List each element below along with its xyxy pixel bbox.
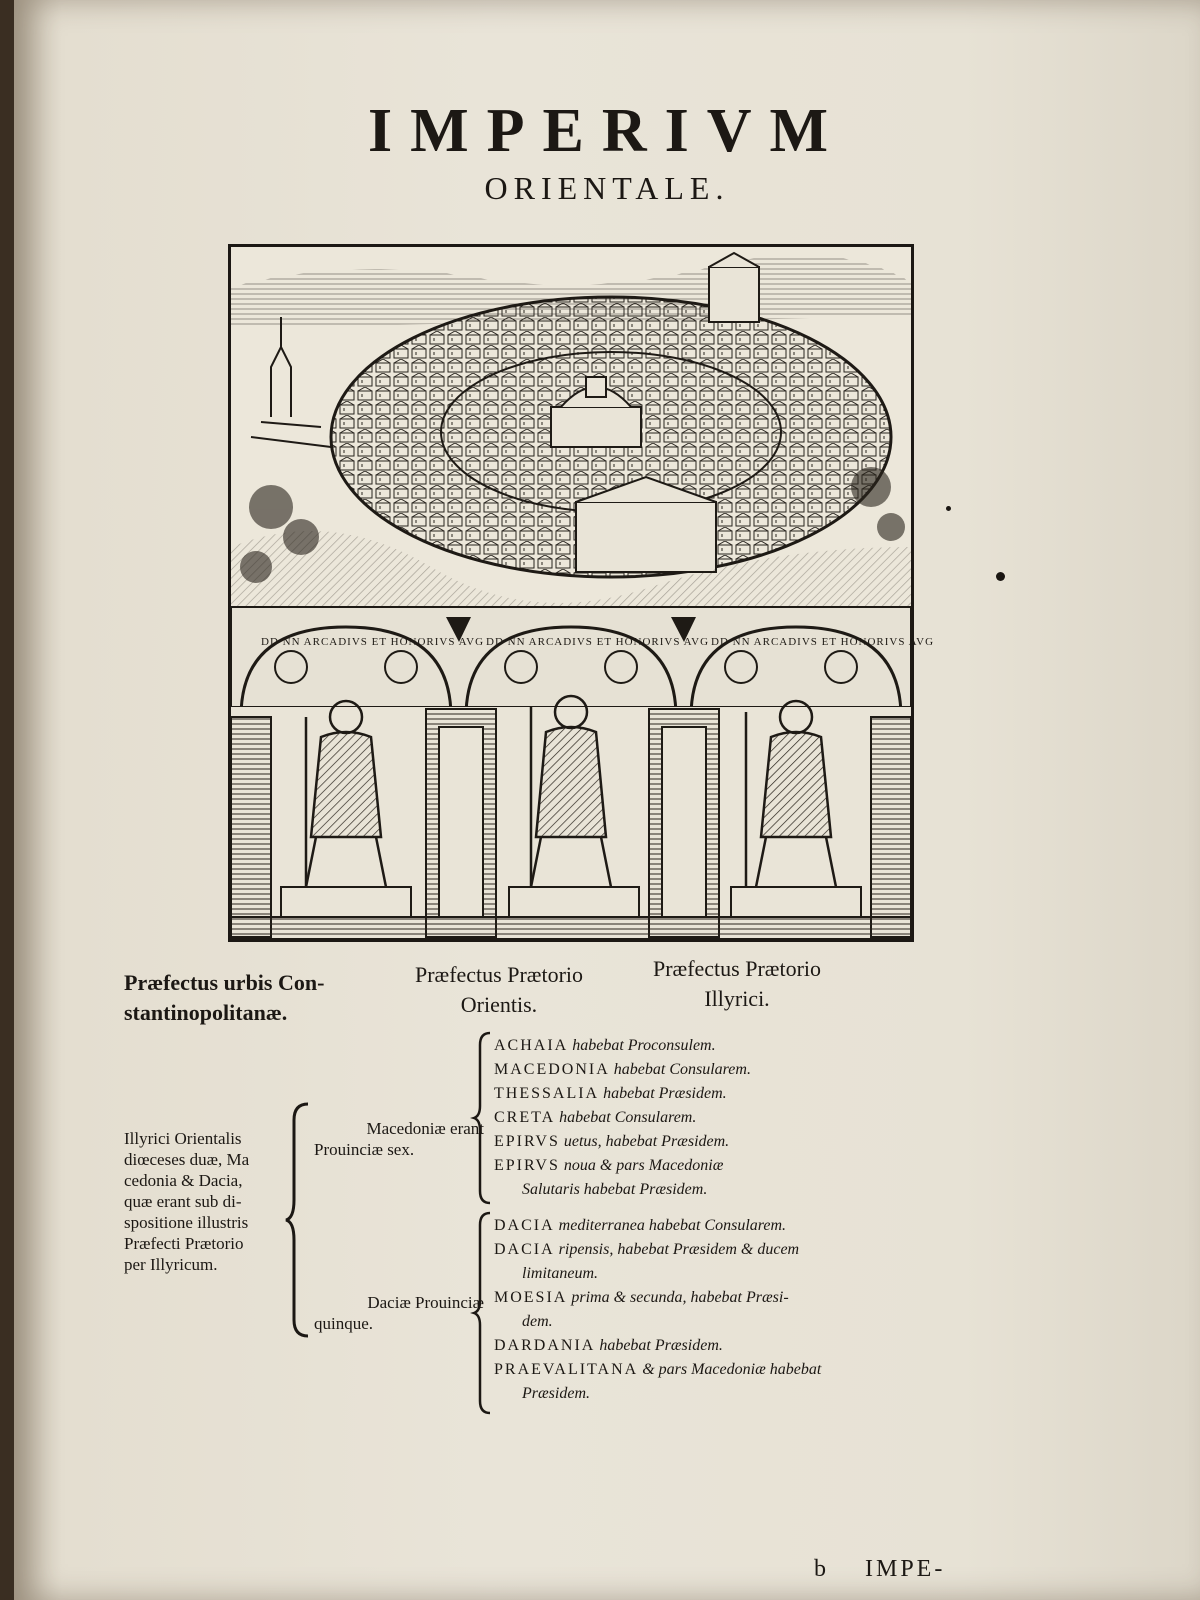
province-text: noua & pars Macedoniæ xyxy=(563,1157,724,1174)
label-line: quinque. xyxy=(314,1314,374,1333)
list-item xyxy=(494,1154,944,1178)
province-text: habebat Consularem. xyxy=(613,1061,751,1078)
dacia-group-label xyxy=(314,1292,484,1334)
list-item xyxy=(494,1238,944,1262)
footer-signature-catchword xyxy=(814,1556,945,1583)
dacia-provinces-cont xyxy=(494,1334,944,1406)
text-line: diœceses duæ, Ma xyxy=(124,1150,250,1169)
dacia-provinces xyxy=(494,1214,944,1334)
text-line: spositione illustris xyxy=(124,1213,249,1232)
province-text: prima & secunda, habebat Præsi- xyxy=(571,1289,789,1306)
province-text: habebat Præsidem. xyxy=(603,1085,727,1102)
arch-inscription-2: DD NN ARCADIVS ET HONORIVS AVG xyxy=(486,636,710,648)
province-text: & pars Macedoniæ habebat xyxy=(642,1361,822,1378)
province-name: DACIA xyxy=(494,1217,555,1234)
caption-line: Orientis. xyxy=(460,992,538,1017)
macedonia-brace xyxy=(472,1030,494,1206)
list-item xyxy=(494,1106,944,1130)
caption-prefect-city xyxy=(124,968,384,1028)
text-line: Præfecti Prætorio xyxy=(124,1234,244,1253)
illyricum-description xyxy=(124,1128,294,1275)
province-text: mediterranea habebat Consularem. xyxy=(558,1217,787,1234)
signature-mark: b xyxy=(814,1556,829,1582)
page-title: IMPERIVM xyxy=(367,97,847,165)
list-item xyxy=(494,1286,944,1310)
list-item xyxy=(494,1082,944,1106)
list-item xyxy=(494,1334,944,1358)
province-name: DACIA xyxy=(494,1241,555,1258)
province-text-continued: Præsidem. xyxy=(522,1385,590,1402)
caption-line: stantinopolitanæ. xyxy=(124,1000,288,1025)
province-text: uetus, habebat Præsidem. xyxy=(563,1133,730,1150)
catchword: IMPE- xyxy=(865,1556,946,1582)
list-item xyxy=(494,1130,944,1154)
enthroned-figures xyxy=(231,696,911,939)
province-name: MOESIA xyxy=(494,1289,568,1306)
label-line: Prouinciæ sex. xyxy=(314,1140,415,1159)
ink-spot xyxy=(946,506,951,511)
list-item xyxy=(494,1214,944,1238)
province-text: habebat Proconsulem. xyxy=(572,1037,716,1054)
macedonia-group-label xyxy=(314,1118,484,1160)
text-line: cedonia & Dacia, xyxy=(124,1171,243,1190)
province-name: EPIRVS xyxy=(494,1157,560,1174)
text-line: quæ erant sub di- xyxy=(124,1192,242,1211)
province-text: ripensis, habebat Præsidem & ducem xyxy=(558,1241,800,1258)
city-view xyxy=(231,247,911,607)
province-name: ACHAIA xyxy=(494,1037,569,1054)
province-name: MACEDONIA xyxy=(494,1061,610,1078)
province-text: habebat Consularem. xyxy=(559,1109,697,1126)
caption-prefect-illyricum xyxy=(622,954,852,1014)
list-item xyxy=(494,1358,944,1382)
province-text-continued: limitaneum. xyxy=(522,1265,598,1282)
caption-line: Præfectus Prætorio xyxy=(414,962,584,987)
list-item xyxy=(494,1058,944,1082)
dacia-brace xyxy=(472,1210,494,1416)
caption-line: Præfectus urbis Con- xyxy=(124,970,325,995)
province-name: THESSALIA xyxy=(494,1085,600,1102)
ink-spot xyxy=(996,572,1005,581)
caption-prefect-orient xyxy=(384,960,614,1020)
outer-brace xyxy=(284,1100,312,1340)
arch-inscription-3: DD NN ARCADIVS ET HONORIVS AVG xyxy=(711,636,935,648)
label-line: Daciæ Prouinciæ xyxy=(367,1293,484,1312)
macedonia-provinces xyxy=(494,1034,944,1202)
list-item xyxy=(494,1034,944,1058)
text-line: Illyrici Orientalis xyxy=(124,1129,242,1148)
woodcut-svg xyxy=(231,247,935,939)
arcade-band xyxy=(231,607,911,717)
label-line: Macedoniæ erant xyxy=(366,1119,484,1138)
province-text-continued: Salutaris habebat Præsidem. xyxy=(522,1181,708,1198)
text-line: per Illyricum. xyxy=(124,1255,218,1274)
province-text: habebat Præsidem. xyxy=(599,1337,723,1354)
arch-inscription-1: DD NN ARCADIVS ET HONORIVS AVG xyxy=(261,636,485,648)
province-name: PRAEVALITANA xyxy=(494,1361,639,1378)
province-name: EPIRVS xyxy=(494,1133,560,1150)
woodcut-illustration xyxy=(228,244,935,942)
province-name: CRETA xyxy=(494,1109,556,1126)
province-name: DARDANIA xyxy=(494,1337,596,1354)
caption-line: Præfectus Prætorio xyxy=(652,956,822,981)
book-page xyxy=(14,0,1200,1600)
caption-line: Illyrici. xyxy=(704,986,770,1011)
province-text-continued: dem. xyxy=(522,1313,553,1330)
page-subtitle: ORIENTALE. xyxy=(484,170,730,206)
